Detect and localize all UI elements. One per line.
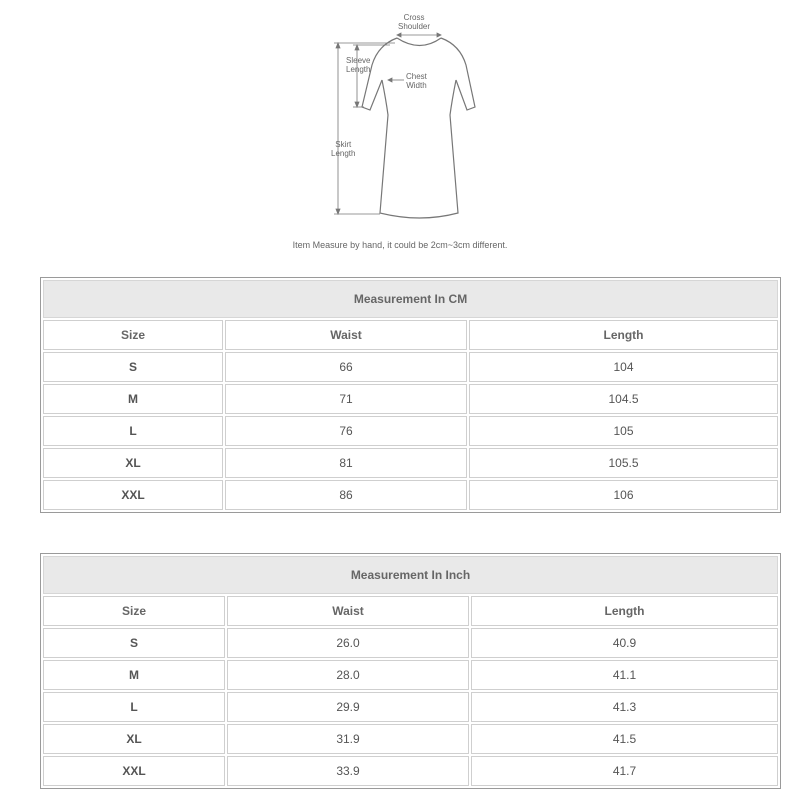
length-cell: 106 [469, 480, 778, 510]
waist-cell: 29.9 [227, 692, 469, 722]
header-waist: Waist [227, 596, 469, 626]
size-cell: XXL [43, 756, 225, 786]
waist-cell: 31.9 [227, 724, 469, 754]
table-row [43, 480, 778, 510]
size-cell: XXL [43, 480, 223, 510]
size-cell: L [43, 416, 223, 446]
length-cell: 41.3 [471, 692, 778, 722]
waist-cell: 76 [225, 416, 467, 446]
table-header-row [43, 320, 778, 350]
dress-measurement-diagram [300, 5, 530, 230]
table-row [43, 416, 778, 446]
table-row [43, 628, 778, 658]
table-title: Measurement In Inch [43, 556, 778, 594]
skirt-length-label-line2: Length [331, 149, 356, 158]
table-row [43, 448, 778, 478]
length-cell: 40.9 [471, 628, 778, 658]
waist-cell: 86 [225, 480, 467, 510]
cross-shoulder-label [398, 13, 430, 31]
cross-shoulder-label-line1: Cross [403, 13, 425, 22]
table-title: Measurement In CM [43, 280, 778, 318]
sleeve-length-label [346, 56, 370, 74]
table-caption-row [43, 556, 778, 594]
header-waist: Waist [225, 320, 467, 350]
length-cell: 104.5 [469, 384, 778, 414]
waist-cell: 66 [225, 352, 467, 382]
skirt-length-label-line1: Skirt [335, 140, 352, 149]
size-table-cm [40, 277, 781, 513]
length-cell: 41.1 [471, 660, 778, 690]
length-cell: 41.5 [471, 724, 778, 754]
size-cell: S [43, 628, 225, 658]
length-cell: 104 [469, 352, 778, 382]
chest-width-label [406, 72, 427, 90]
size-table-inch [40, 553, 781, 789]
table-caption-row [43, 280, 778, 318]
table-row [43, 692, 778, 722]
size-cell: XL [43, 448, 223, 478]
sleeve-length-label-line2: Length [346, 65, 371, 74]
sleeve-length-label-line1: Sleeve [346, 56, 371, 65]
table-row [43, 384, 778, 414]
waist-cell: 26.0 [227, 628, 469, 658]
table-row [43, 724, 778, 754]
cross-shoulder-label-line2: Shoulder [398, 22, 431, 31]
table-header-row [43, 596, 778, 626]
table-row [43, 756, 778, 786]
table-row [43, 352, 778, 382]
waist-cell: 71 [225, 384, 467, 414]
header-length: Length [471, 596, 778, 626]
size-cell: M [43, 384, 223, 414]
length-cell: 105.5 [469, 448, 778, 478]
waist-cell: 33.9 [227, 756, 469, 786]
header-size: Size [43, 320, 223, 350]
skirt-length-label [331, 140, 355, 158]
chest-width-label-line2: Width [406, 81, 427, 90]
waist-cell: 28.0 [227, 660, 469, 690]
size-cell: XL [43, 724, 225, 754]
waist-cell: 81 [225, 448, 467, 478]
size-cell: M [43, 660, 225, 690]
dress-outline-icon [300, 5, 530, 230]
length-cell: 41.7 [471, 756, 778, 786]
size-cell: S [43, 352, 223, 382]
size-cell: L [43, 692, 225, 722]
header-length: Length [469, 320, 778, 350]
header-size: Size [43, 596, 225, 626]
table-row [43, 660, 778, 690]
length-cell: 105 [469, 416, 778, 446]
chest-width-label-line1: Chest [406, 72, 427, 81]
measurement-note: Item Measure by hand, it could be 2cm~3cm different. [292, 240, 508, 250]
